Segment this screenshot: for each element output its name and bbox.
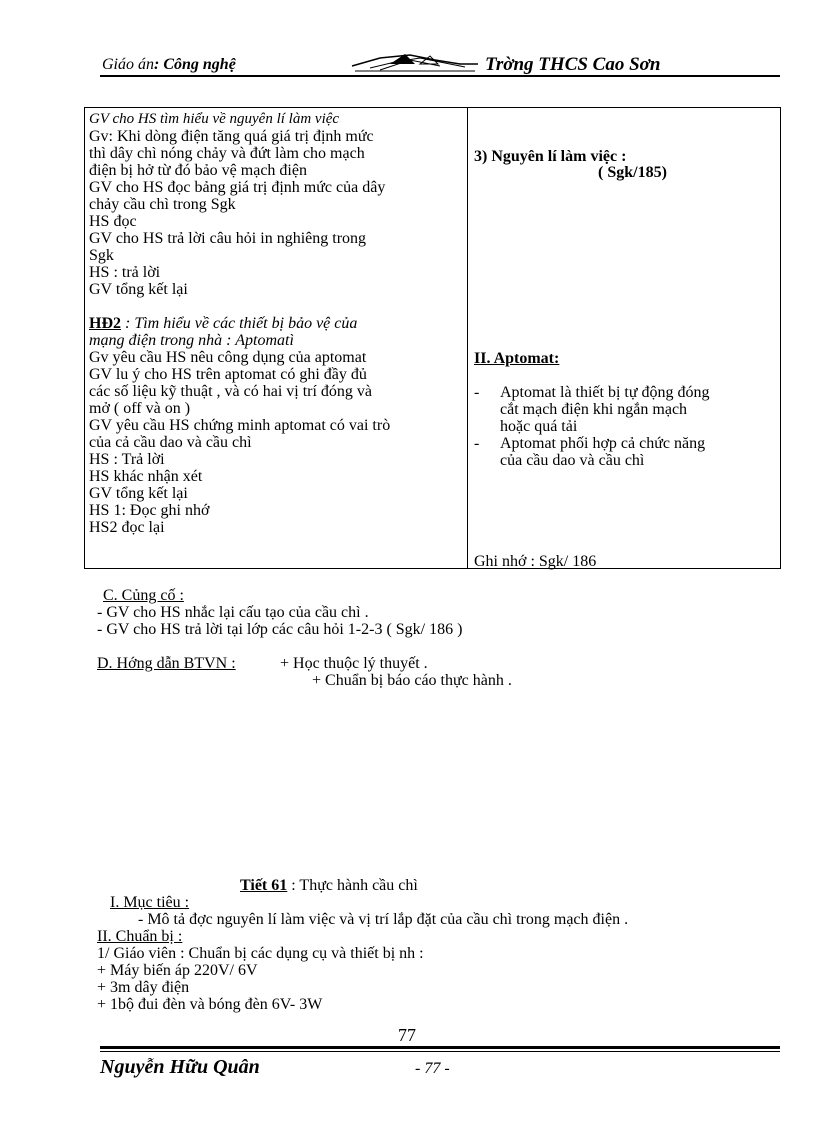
left-line: của cả cầu dao và cầu chì <box>89 434 252 451</box>
left-line: GV cho HS tìm hiểu về nguyên lí làm việc <box>89 111 340 127</box>
left-cell <box>85 108 468 569</box>
bullet-line: của cầu dao và cầu chì <box>500 452 645 469</box>
principle-heading: 3) Nguyên lí làm việc : <box>474 148 627 165</box>
footer-page: - 77 - <box>415 1060 450 1077</box>
huongdan-line: + Chuẩn bị báo cáo thực hành . <box>312 672 512 689</box>
header-school: Trờng THCS Cao Sơn <box>485 54 661 75</box>
principle-reference: ( Sgk/185) <box>598 164 667 181</box>
huongdan-line: + Học thuộc lý thuyết . <box>280 655 428 672</box>
left-line: GV yêu cầu HS chứng minh aptomat có vai trò <box>89 417 391 434</box>
header-subject-name: Công nghệ <box>163 56 236 73</box>
header-subject-label: Giáo án <box>102 56 154 73</box>
ship-icon <box>350 52 480 74</box>
left-line: các số liệu kỹ thuật , và có hai vị trí đóng và <box>89 383 373 400</box>
left-line: Gv yêu cầu HS nêu công dụng của aptomat <box>89 349 367 366</box>
muc-tieu-line: - Mô tả đợc nguyên lí làm việc và vị trí lắp đặt của cầu chì trong mạch điện . <box>138 911 629 928</box>
left-line: HS : trả lời <box>89 264 161 281</box>
hd2-text-2: mạng điện trong nhà : Aptomatì <box>89 332 294 349</box>
cungco-line: - GV cho HS trả lời tại lớp các câu hỏi 1-2-3 ( Sgk/ 186 ) <box>97 621 463 638</box>
left-line: HS 1: Đọc ghi nhớ <box>89 502 210 519</box>
left-line: điện bị hở từ đó bảo vệ mạch điện <box>89 162 307 179</box>
chuan-bi-line: 1/ Giáo viên : Chuẩn bị các dụng cụ và thiết bị nh : <box>97 945 424 962</box>
muc-tieu-title: I. Mục tiêu : <box>110 894 190 911</box>
left-line: GV cho HS đọc bảng giá trị định mức của dây <box>89 179 386 196</box>
left-line: HS : Trả lời <box>89 451 165 468</box>
chuan-bi-line: + 3m dây điện <box>97 979 190 996</box>
header-rule <box>100 75 780 77</box>
page-number: 77 <box>398 1025 416 1045</box>
huongdan-title: D. Hớng dẫn BTVN : <box>97 655 236 672</box>
hd2-text: : Tìm hiểu về các thiết bị bảo vệ của <box>125 315 358 332</box>
footer-rule <box>100 1046 780 1056</box>
left-line: thì dây chì nóng chảy và đứt làm cho mạch <box>89 145 365 162</box>
tiet-title: : Thực hành cầu chì <box>291 877 418 894</box>
header-subject: Giáo án: Công nghệ <box>102 56 236 73</box>
bullet-mark: - <box>474 435 480 452</box>
left-line: HS khác nhận xét <box>89 468 203 485</box>
ghi-nho: Ghi nhớ : Sgk/ 186 <box>474 553 597 570</box>
left-line: mở ( off và on ) <box>89 400 191 417</box>
cungco-line: - GV cho HS nhắc lại cấu tạo của cầu chì . <box>97 604 369 621</box>
hd2-heading <box>89 315 357 332</box>
bullet-mark: - <box>474 384 480 401</box>
chuan-bi-line: + 1bộ đui đèn và bóng đèn 6V- 3W <box>97 996 323 1013</box>
right-cell <box>468 108 781 569</box>
left-line: GV lu ý cho HS trên aptomat có ghi đầy đủ <box>89 366 367 383</box>
bullet-line: cắt mạch điện khi ngắn mạch <box>500 401 688 418</box>
page-header <box>100 52 780 78</box>
aptomat-heading: II. Aptomat: <box>474 350 560 367</box>
left-line: HS đọc <box>89 213 137 230</box>
chuan-bi-line: + Máy biến áp 220V/ 6V <box>97 962 258 979</box>
tiet-label: Tiết 61 <box>240 877 288 894</box>
left-line: Gv: Khi dòng điện tăng quá giá trị định mức <box>89 128 374 145</box>
bullet-line: hoặc quá tải <box>500 418 578 435</box>
cungco-title: C. Củng cố : <box>103 587 184 604</box>
left-line: HS2 đọc lại <box>89 519 165 536</box>
left-line: GV tổng kết lại <box>89 281 188 298</box>
tiet-heading <box>240 877 418 894</box>
left-line: Sgk <box>89 247 114 264</box>
chuan-bi-title: II. Chuẩn bị : <box>97 928 183 945</box>
hd2-label: HĐ2 <box>89 315 121 332</box>
lesson-table <box>84 107 781 569</box>
left-line: GV tổng kết lại <box>89 485 188 502</box>
bullet-line: Aptomat phối hợp cả chức năng <box>500 435 706 452</box>
left-line: chảy cầu chì trong Sgk <box>89 196 236 213</box>
left-line: GV cho HS trả lời câu hỏi in nghiêng trong <box>89 230 367 247</box>
bullet-line: Aptomat là thiết bị tự động đóng <box>500 384 710 401</box>
footer-author: Nguyễn Hữu Quân <box>100 1056 260 1078</box>
